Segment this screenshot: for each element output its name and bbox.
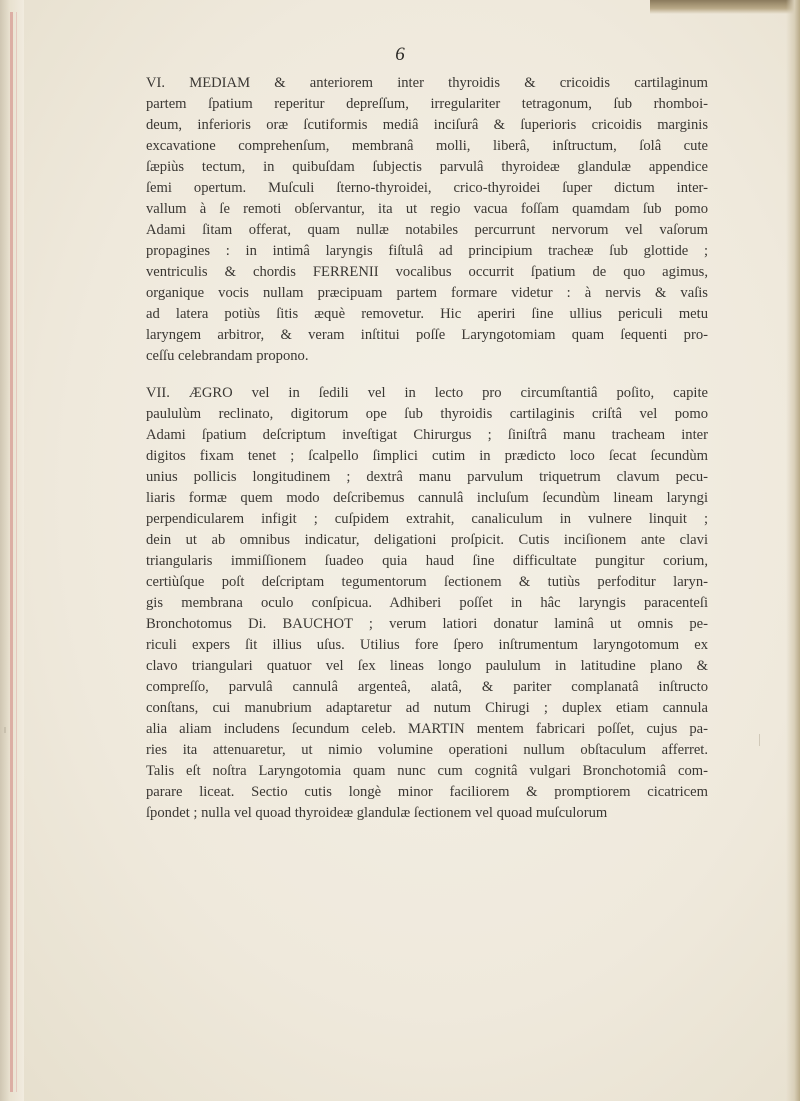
text-line: VI. MEDIAM & anteriorem inter thyroidis & cricoidis cartilaginum [146, 75, 708, 91]
margin-rule-line-secondary [16, 12, 17, 1092]
page-top-edge-shadow [650, 0, 800, 14]
text-line: ventriculis & chordis FERRENII vocalibus occurrit ſpatium de quo agimus, [146, 264, 708, 280]
text-line: ries ita attenuaretur, ut nimio volumine operationi nullum obſtaculum afferret. [146, 742, 708, 758]
text-line: partem ſpatium reperitur depreſſum, irregulariter tetragonum, ſub rhomboi- [146, 96, 708, 112]
text-line: ſpondet ; nulla vel quoad thyroideæ glandulæ ſectionem vel quoad muſculorum [146, 805, 608, 821]
margin-ink-speck [759, 734, 760, 746]
paragraph [146, 383, 708, 824]
text-line: Adami ſpatium deſcriptum inveſtigat Chirurgus ; ſiniſtrâ manu tracheam inter [146, 427, 708, 443]
text-line: compreſſo, parvulâ cannulâ argenteâ, alatâ, & pariter complanatâ inſtructo [146, 679, 708, 695]
text-line: perpendicularem infigit ; cuſpidem extrahit, canaliculum in vulnere linquit ; [146, 511, 708, 527]
text-line: propagines : in intimâ laryngis fiſtulâ ad principium tracheæ ſub glottide ; [146, 243, 708, 259]
text-line: VII. ÆGRO vel in ſedili vel in lecto pro circumſtantiâ poſito, capite [146, 385, 708, 401]
text-line: Adami ſitam offerat, quam nullæ notabiles percurrunt nervorum vel vaſorum [146, 222, 708, 238]
page-right-edge-shadow [786, 0, 800, 1101]
text-line: Talis eſt noſtra Laryngotomia quam nunc cum cognitâ vulgari Bronchotomiâ com- [146, 763, 708, 779]
text-line: ſæpiùs tectum, in quibuſdam ſubjectis parvulâ thyroideæ glandulæ appendice [146, 159, 708, 175]
text-line: paululùm reclinato, digitorum ope ſub thyroidis cartilaginis criſtâ vel pomo [146, 406, 708, 422]
text-line: Bronchotomus Di. BAUCHOT ; verum latiori donatur laminâ ut omnis pe- [146, 616, 708, 632]
paragraph [146, 73, 708, 367]
text-line: riculi expers ſit illius uſus. Utilius fore ſpero inſtrumentum laryngotomum ex [146, 637, 708, 653]
text-line: alia aliam includens ſecundum celeb. MARTIN mentem fabricari poſſet, cujus pa- [146, 721, 708, 737]
text-line: ad latera potiùs ſitis æquè removetur. Hic aperiri ſine ullius periculi metu [146, 306, 708, 322]
page-number: 6 [395, 44, 405, 65]
text-line: unius pollicis longitudinem ; dextrâ manu parvulum triquetrum clavum pecu- [146, 469, 708, 485]
text-line: ſemi opertum. Muſculi ſterno-thyroidei, crico-thyroidei ſuper dictum inter- [146, 180, 708, 196]
text-line: triangularis immiſſionem ſuadeo quia haud ſine difficultate pungitur corium, [146, 553, 708, 569]
text-line: ceſſu celebrandam propono. [146, 348, 309, 364]
text-line: liaris formæ quem modo deſcribemus cannulâ incluſum ſecundùm lineam laryngi [146, 490, 708, 506]
text-line: gis membrana oculo conſpicua. Adhiberi poſſet in hâc laryngis paracenteſi [146, 595, 708, 611]
text-line: dein ut ab omnibus indicatur, deligationi proſpicit. Cutis inciſionem ante clavi [146, 532, 708, 548]
margin-rule-line [10, 12, 13, 1092]
text-line: deum, inferioris oræ ſcutiformis mediâ inciſurâ & ſuperioris cricoidis marginis [146, 117, 708, 133]
text-line: certiùſque poſt deſcriptam tegumentorum ſectionem & tutiùs perfoditur laryn- [146, 574, 708, 590]
text-line: conſtans, cui manubrium adaptaretur ad nutum Chirugi ; duplex etiam cannula [146, 700, 708, 716]
text-line: digitos fixam tenet ; ſcalpello ſimplici cutim in prædicto loco ſecat ſecundùm [146, 448, 708, 464]
margin-ink-speck [4, 727, 6, 733]
text-line: excavatione comprehenſum, membranâ molli, liberâ, inſtructum, ſolâ cute [146, 138, 708, 154]
text-line: clavo triangulari quatuor vel ſex lineas longo paululum in latitudine plano & [146, 658, 708, 674]
text-line: vallum à ſe remoti obſervantur, ita ut regio vacua foſſam quamdam ſub pomo [146, 201, 708, 217]
text-line: organique vocis nullam præcipuam partem formare videtur : à nervis & vaſis [146, 285, 708, 301]
text-line: laryngem arbitror, & veram inſtitui poſſe Laryngotomiam quam ſequenti pro- [146, 327, 708, 343]
body-text [146, 73, 708, 824]
text-line: parare liceat. Sectio cutis longè minor faciliorem & promptiorem cicatricem [146, 784, 708, 800]
